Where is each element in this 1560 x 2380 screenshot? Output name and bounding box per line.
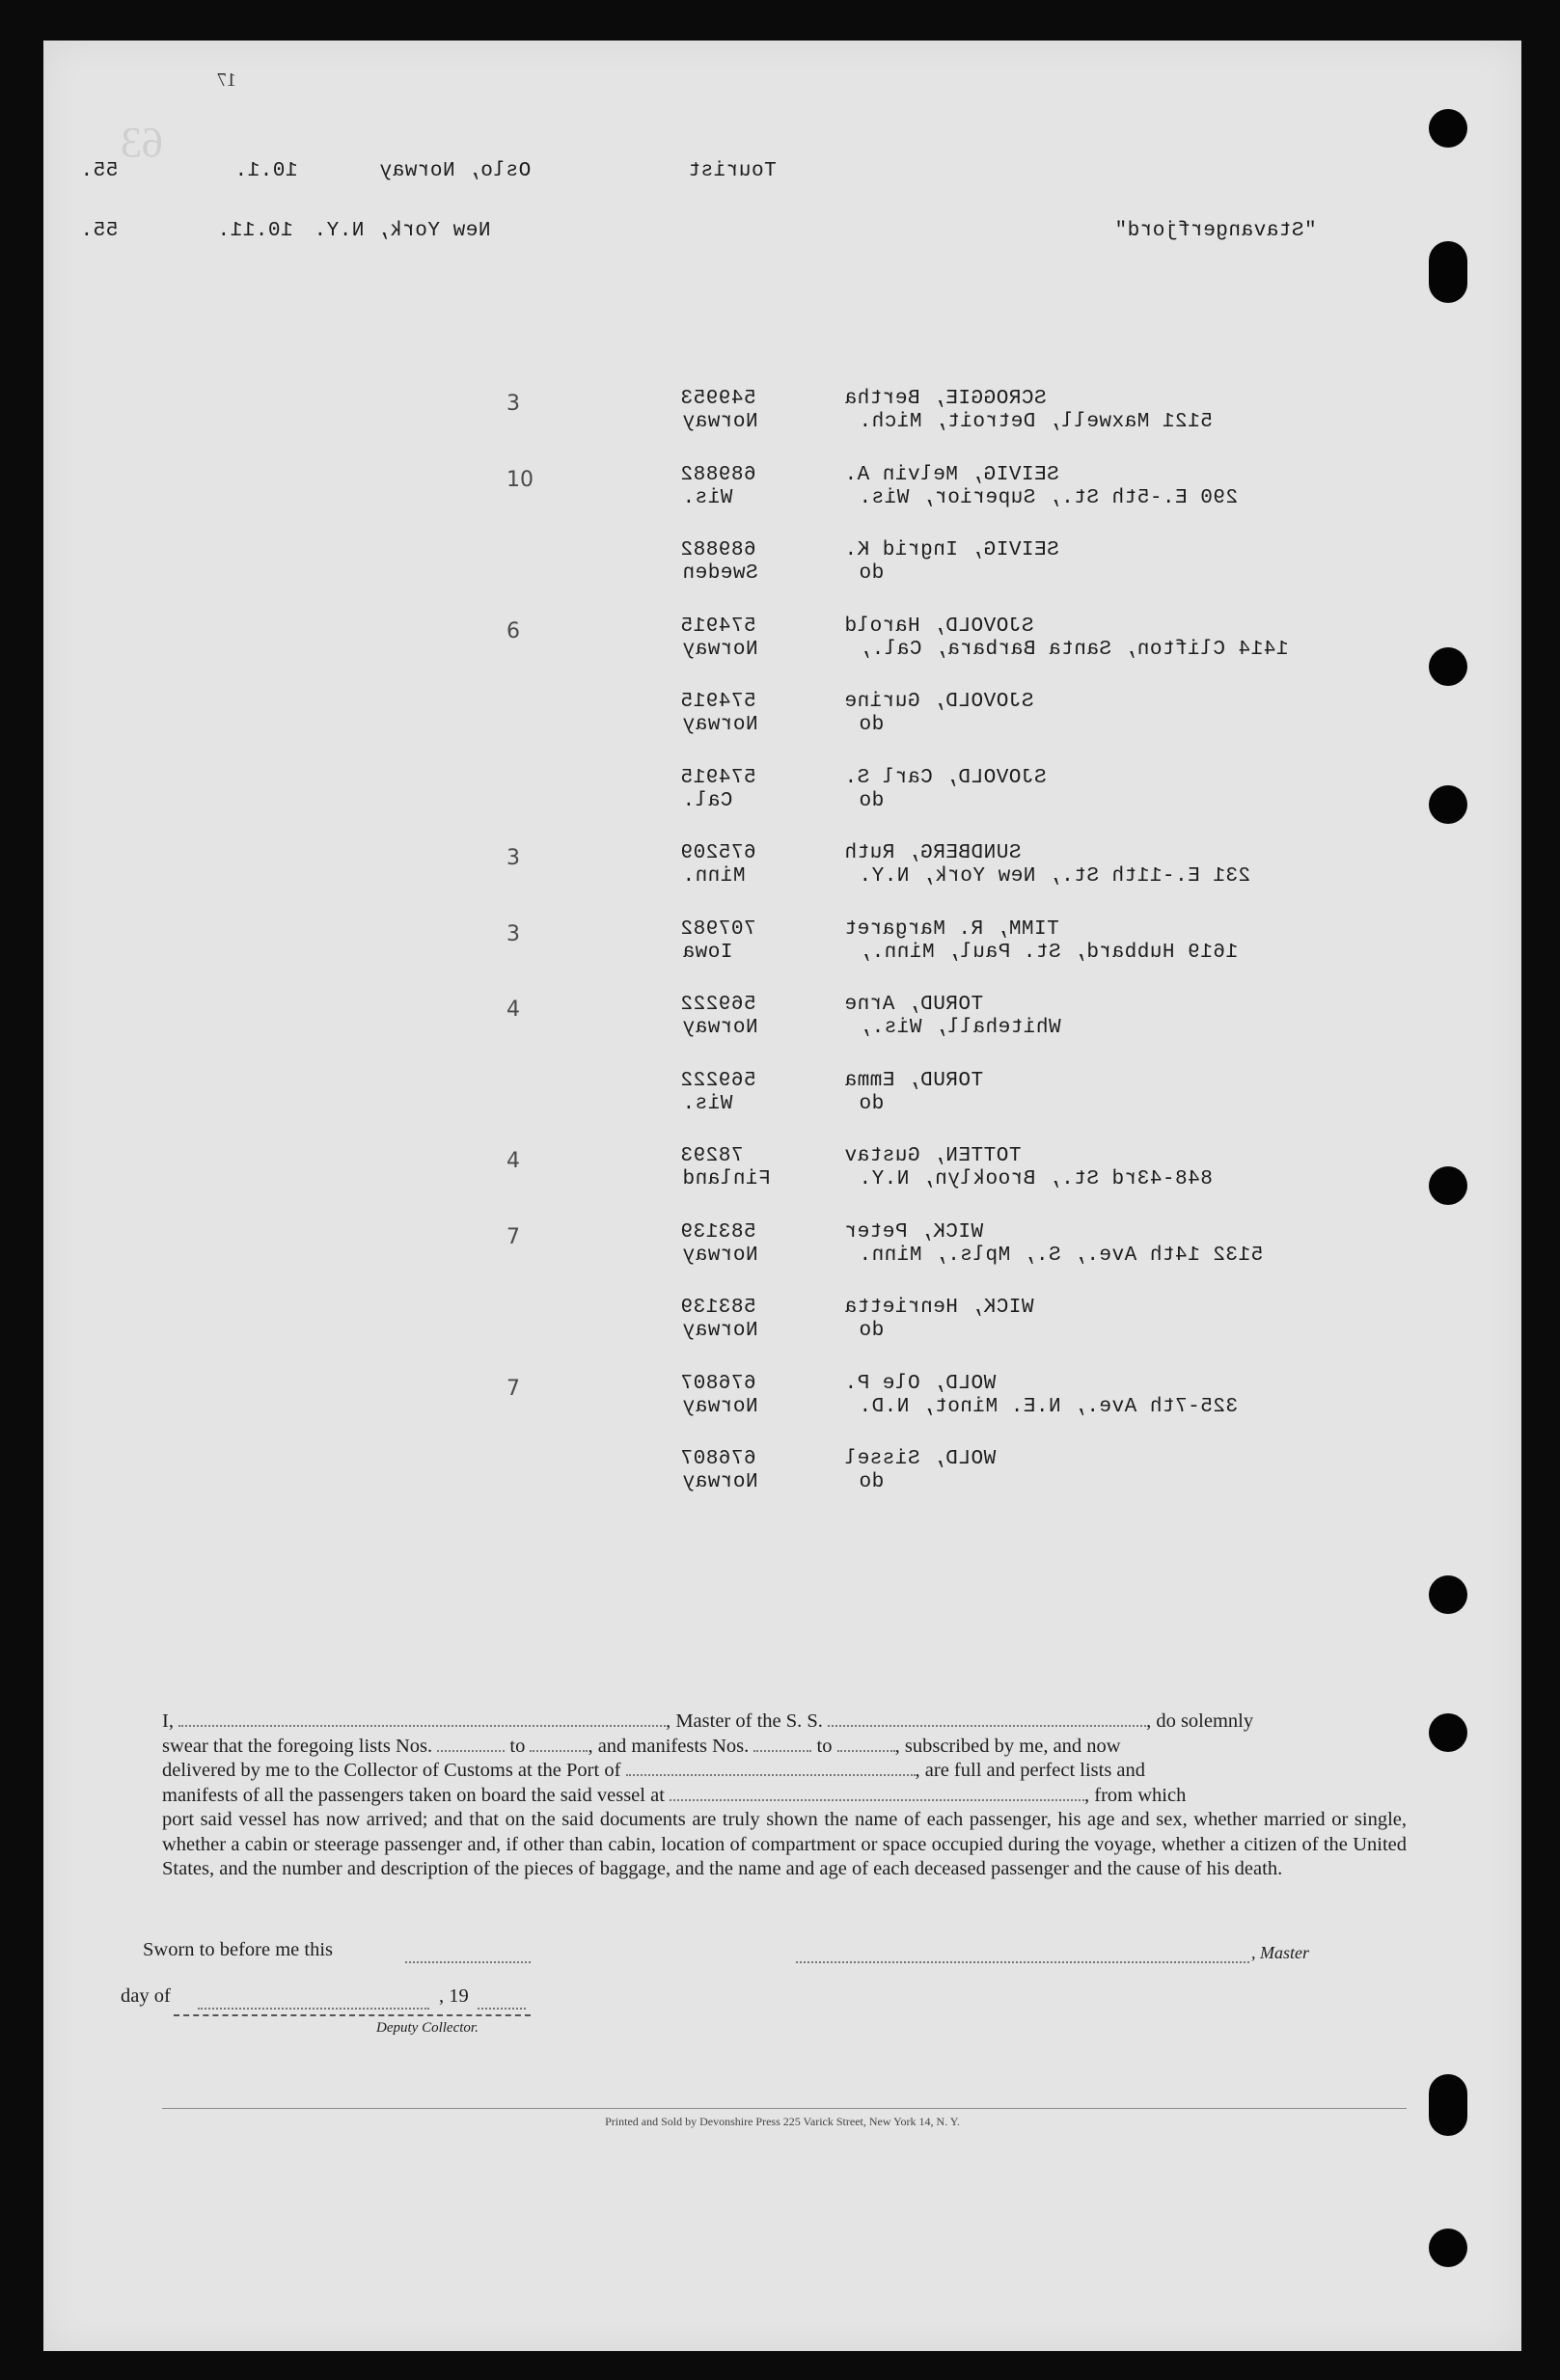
passenger-place: Sweden — [682, 562, 758, 585]
oath-text: , Master of the S. S. — [666, 1710, 823, 1732]
passenger-name: WOLD, Sissel — [844, 1448, 997, 1470]
manifest-page — [43, 41, 1521, 2351]
passenger-address: do — [859, 790, 885, 812]
oath-text: , do solemnly — [1146, 1710, 1254, 1732]
day-of-label: day of — [121, 1985, 171, 2007]
passenger-number: 707982 — [680, 918, 756, 941]
master-signature-field[interactable] — [796, 1960, 1249, 1963]
pencil-mark: 3 — [506, 922, 520, 946]
passenger-place: Norway — [682, 1320, 758, 1342]
sworn-label: Sworn to before me this — [143, 1939, 333, 1960]
port-field[interactable] — [626, 1773, 916, 1776]
passenger-place: Norway — [682, 714, 758, 736]
header-arrival-date: 10.11. — [217, 220, 293, 242]
passenger-address: do — [859, 562, 885, 585]
passenger-name: TORUD, Arne — [844, 994, 984, 1016]
passenger-place: Iowa — [682, 942, 733, 964]
oath-text: to — [816, 1735, 833, 1757]
passenger-name: SCROGGIE, Bertha — [844, 388, 1047, 410]
passenger-number: 574915 — [680, 767, 756, 789]
pencil-mark: 7 — [506, 1225, 520, 1249]
passenger-address: 325-7th Ave., N.E. Minot, N.D. — [859, 1396, 1239, 1418]
oath-body: port said vessel has now arrived; and that on the said documents are truly shown the name of each passenger, his age and sex, whether married or single, whether a cabin or steerage passenger and, if other than cabin, location of compartment or space occupied during the voyage, whether a citizen of the United States, and the number and description of the pieces of baggage, and the name and age of each deceased passenger and the cause of his death. — [162, 1809, 1407, 1879]
passenger-place: Cal. — [682, 790, 733, 812]
pencil-mark: 7 — [506, 1377, 520, 1401]
oath-text: , subscribed by me, and now — [894, 1735, 1121, 1757]
pencil-mark: 10 — [506, 468, 534, 492]
binder-hole — [1429, 785, 1467, 824]
master-label: , Master — [1251, 1943, 1309, 1962]
list-from-field[interactable] — [437, 1749, 505, 1752]
passenger-address: 5132 14th Ave., S., Mpls., Minn. — [859, 1245, 1264, 1267]
oath-text: , and manifests Nos. — [588, 1735, 750, 1757]
header-ship-name: "Stavangerfjord" — [1114, 220, 1317, 242]
passenger-number: 574915 — [680, 691, 756, 713]
passenger-address: 1414 Clifton, Santa Barbara, Cal., — [859, 639, 1289, 661]
passenger-name: SJOVOLD, Harold — [844, 616, 1034, 638]
footer-rule — [162, 2108, 1407, 2109]
binder-hole — [1429, 1166, 1467, 1205]
manifest-to-field[interactable] — [837, 1749, 895, 1752]
passenger-number: 569222 — [680, 1070, 756, 1092]
passenger-place: Norway — [682, 1471, 758, 1493]
passenger-number: 549953 — [680, 388, 756, 410]
passenger-place: Finland — [682, 1168, 771, 1190]
pencil-mark: 6 — [506, 619, 520, 643]
oath-text: manifests of all the passengers taken on board the said vessel at — [162, 1784, 665, 1806]
passenger-address: 290 E.-5th St., Superior, Wis. — [859, 487, 1239, 509]
list-to-field[interactable] — [530, 1749, 588, 1752]
master-oath — [162, 1710, 1407, 1882]
day-of-field[interactable] — [198, 2007, 429, 2010]
passenger-address: 848-43rd St., Brooklyn, N.Y. — [859, 1168, 1213, 1190]
passenger-address: do — [859, 1320, 885, 1342]
printer-imprint: Printed and Sold by Devonshire Press 225 Varick Street, New York 14, N. Y. — [605, 2115, 960, 2128]
passenger-address: 1619 Hubbard, St. Paul, Minn., — [859, 942, 1239, 964]
deputy-signature-field[interactable] — [174, 2013, 531, 2016]
manifest-from-field[interactable] — [753, 1749, 811, 1752]
passenger-address: Whitehall, Wis., — [859, 1017, 1061, 1039]
passenger-name: WICK, Henrietta — [844, 1297, 1034, 1319]
passenger-address: do — [859, 1093, 885, 1115]
binder-hole — [1429, 109, 1467, 148]
passenger-name: TORUD, Emma — [844, 1070, 984, 1092]
passenger-number: 583139 — [680, 1221, 756, 1244]
header-arrival-port: New York, N.Y. — [314, 220, 491, 242]
binder-hole — [1429, 2229, 1467, 2267]
master-name-field[interactable] — [178, 1724, 666, 1727]
oath-text: , are full and perfect lists and — [915, 1760, 1146, 1781]
passenger-number: 675209 — [680, 842, 756, 864]
passenger-number: 78293 — [680, 1145, 744, 1167]
passenger-place: Norway — [682, 1396, 758, 1418]
passenger-name: WOLD, Ole P. — [844, 1373, 997, 1395]
oath-text: swear that the foregoing lists Nos. — [162, 1735, 433, 1757]
departure-port-field[interactable] — [670, 1798, 1084, 1801]
passenger-place: Minn. — [682, 865, 746, 888]
passenger-name: SEIVIG, Ingrid K. — [844, 539, 1059, 561]
passenger-name: SJOVOLD, Carl S. — [844, 767, 1047, 789]
page-number: 17 — [217, 69, 236, 91]
passenger-place: Wis. — [682, 487, 733, 509]
passenger-name: TIMM, R. Margaret — [844, 918, 1059, 941]
ship-name-field[interactable] — [828, 1724, 1146, 1727]
passenger-name: SUNDBERG, Ruth — [844, 842, 1022, 864]
header-departure-port: Oslo, Norway — [379, 160, 532, 182]
passenger-number: 569222 — [680, 994, 756, 1016]
passenger-address: do — [859, 714, 885, 736]
deputy-label: Deputy Collector. — [376, 2020, 479, 2036]
year-label: , 19 — [439, 1985, 469, 2007]
pencil-mark: 4 — [506, 998, 520, 1022]
passenger-place: Norway — [682, 1017, 758, 1039]
oath-text: delivered by me to the Collector of Customs at the Port of — [162, 1760, 621, 1781]
passenger-address: 231 E.-11th St., New York, N.Y. — [859, 865, 1251, 888]
header-class: Tourist — [688, 160, 777, 182]
passenger-number: 689882 — [680, 539, 756, 561]
passenger-number: 574915 — [680, 616, 756, 638]
passenger-name: WICK, Peter — [844, 1221, 984, 1244]
passenger-number: 676807 — [680, 1448, 756, 1470]
passenger-address: 5121 Maxwell, Detroit, Mich. — [859, 411, 1213, 433]
page-stamp: 63 — [121, 119, 163, 166]
passenger-name: TOTTEN, Gustav — [844, 1145, 1022, 1167]
binder-hole — [1429, 1575, 1467, 1614]
header-departure-date: 10.1. — [234, 160, 298, 182]
passenger-number: 583139 — [680, 1297, 756, 1319]
passenger-name: SEIVIG, Melvin A. — [844, 464, 1059, 486]
oath-text: I, — [162, 1710, 174, 1732]
pencil-mark: 3 — [506, 392, 520, 416]
passenger-number: 689882 — [680, 464, 756, 486]
pencil-mark: 3 — [506, 846, 520, 870]
header-departure-year: 55. — [80, 160, 119, 182]
pencil-mark: 4 — [506, 1149, 520, 1173]
binder-hole — [1429, 1713, 1467, 1752]
passenger-place: Norway — [682, 1245, 758, 1267]
binder-hole — [1429, 647, 1467, 686]
passenger-name: SJOVOLD, Gurine — [844, 691, 1034, 713]
header-arrival-year: 55. — [80, 220, 119, 242]
passenger-address: do — [859, 1471, 885, 1493]
passenger-place: Norway — [682, 639, 758, 661]
passenger-number: 676807 — [680, 1373, 756, 1395]
oath-text: , from which — [1084, 1784, 1187, 1806]
passenger-place: Wis. — [682, 1093, 733, 1115]
binder-hole — [1429, 241, 1467, 303]
passenger-place: Norway — [682, 411, 758, 433]
oath-text: to — [509, 1735, 526, 1757]
sworn-date-field[interactable] — [405, 1960, 531, 1963]
year-field[interactable] — [478, 2007, 526, 2010]
